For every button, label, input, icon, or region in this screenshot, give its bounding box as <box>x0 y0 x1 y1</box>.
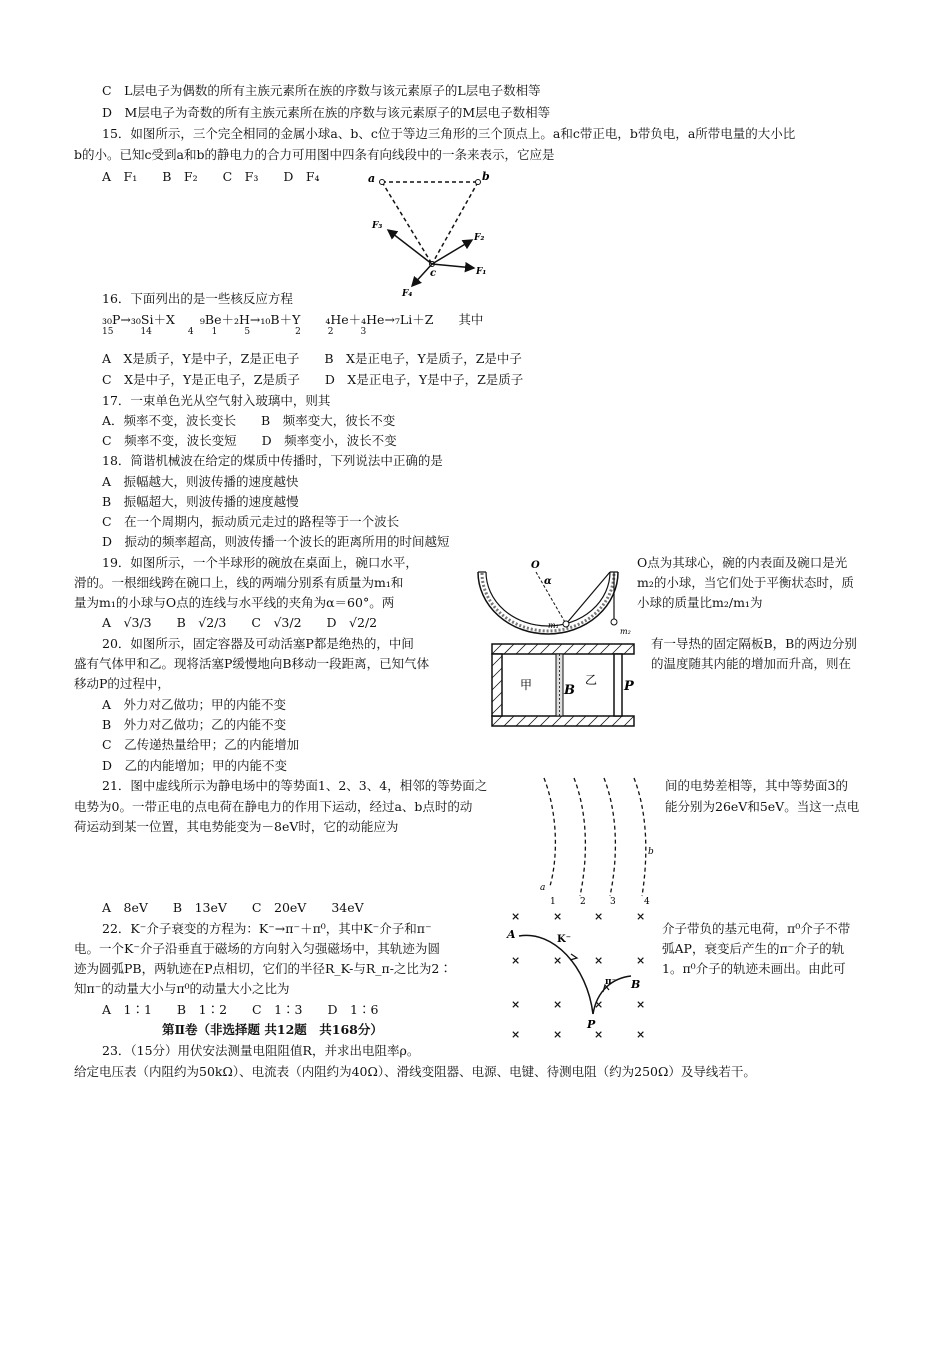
label-surface-1: 1 <box>550 897 556 907</box>
q22-stem-1-right: 介子带负的基元电荷，π⁰介子不带 <box>662 921 851 936</box>
label-p-piston: P <box>624 679 634 694</box>
q18-option-c: C 在一个周期内，振动质元走过的路程等于一个波长 <box>102 514 400 529</box>
q20-stem-1-left: 20．如图所示，固定容器及可动活塞P都是绝热的，中间 <box>102 636 414 651</box>
q21-stem-1-left: 21．图中虚线所示为静电场中的等势面1、2、3、4，相邻的等势面之 <box>102 778 488 793</box>
container-figure <box>490 642 640 728</box>
q18-stem: 18．简谐机械波在给定的煤质中传播时，下列说法中正确的是 <box>102 453 443 468</box>
q15-stem-2: b的小。已知c受到a和b的静电力的合力可用图中四条有向线段中的一条来表示，它应是 <box>74 147 555 162</box>
field-x: × <box>636 954 646 967</box>
q19-stem-1-left: 19．如图所示，一个半球形的碗放在桌面上，碗口水平， <box>102 555 418 570</box>
q15-stem-1: 15．如图所示，三个完全相同的金属小球a、b、c位于等边三角形的三个顶点上。a和c带正电，b带负电，a所带电量的大小比 <box>102 126 796 141</box>
bowl-figure <box>468 560 638 642</box>
field-x: × <box>511 954 521 967</box>
label-a: a <box>368 172 376 185</box>
q18-option-a: A 振幅越大，则波传播的速度越快 <box>102 474 299 489</box>
field-x: × <box>594 1028 604 1041</box>
field-x: × <box>511 910 521 923</box>
q20-option-a: A 外力对乙做功；甲的内能不变 <box>102 697 287 712</box>
q22-stem-2-right: 弧AP，衰变后产生的π⁻介子的轨 <box>662 941 845 956</box>
label-k-meson: K⁻ <box>557 934 571 945</box>
q21-stem-1-right: 间的电势差相等，其中等势面3的 <box>665 778 848 793</box>
q20-option-c: C 乙传递热量给甲；乙的内能增加 <box>102 737 300 752</box>
field-x: × <box>553 954 563 967</box>
field-x: × <box>553 1028 563 1041</box>
q19-stem-2-right: m₂的小球，当它们处于平衡状态时，质 <box>637 575 854 590</box>
q18-option-b: B 振幅超大，则波传播的速度越慢 <box>102 494 299 509</box>
label-alpha: α <box>544 576 552 587</box>
label-f2: F₂ <box>474 233 485 243</box>
q17-stem: 17．一束单色光从空气射入玻璃中，则其 <box>102 393 331 408</box>
field-x: × <box>553 910 563 923</box>
q16-options-cd: C X是中子，Y是正电子，Z是质子 D X是正电子，Y是中子，Z是质子 <box>102 372 524 387</box>
q22-options: A 1∶1 B 1∶2 C 1∶3 D 1∶6 <box>102 1002 379 1017</box>
label-yi: 乙 <box>585 673 598 687</box>
q14-option-c: C L层电子为偶数的所有主族元素所在族的序数与该元素原子的L层电子数相等 <box>102 83 541 98</box>
q14-option-d: D M层电子为奇数的所有主族元素所在族的序数与该元素原子的M层电子数相等 <box>102 105 551 120</box>
field-x: × <box>594 998 604 1011</box>
label-b: b <box>482 170 490 183</box>
q18-option-d: D 振动的频率超高，则波传播一个波长的距离所用的时间越短 <box>102 534 450 549</box>
q22-stem-1-left: 22．K⁻介子衰变的方程为：K⁻→π⁻＋π⁰，其中K⁻介子和π⁻ <box>102 921 432 936</box>
q20-option-d: D 乙的内能增加；甲的内能不变 <box>102 758 288 773</box>
q22-stem-3-left: 迹为圆弧PB，两轨迹在P点相切，它们的半径R_K-与R_π-之比为2∶ <box>74 961 452 976</box>
q19-options: A √3/3 B √2/3 C √3/2 D √2/2 <box>102 615 378 630</box>
q16-options-ab: A X是质子，Y是中子，Z是正电子 B X是正电子，Y是质子，Z是中子 <box>102 351 522 366</box>
label-o: O <box>531 560 540 571</box>
q21-stem-2-left: 电势为0。一带正电的点电荷在静电力的作用下运动，经过a、b点时的动 <box>74 799 473 814</box>
q21-stem-2-right: 能分别为26eV和5eV。当这一点电 <box>665 799 860 814</box>
field-x: × <box>594 910 604 923</box>
label-surface-2: 2 <box>580 897 586 907</box>
field-x: × <box>636 910 646 923</box>
q19-stem-3-left: 量为m₁的小球与O点的连线与水平线的夹角为α＝60°。两 <box>74 595 395 610</box>
q19-stem-3-right: 小球的质量比m₂/m₁为 <box>637 595 763 610</box>
label-a-point: a <box>540 883 546 893</box>
q15-options: A F₁ B F₂ C F₃ D F₄ <box>102 169 320 184</box>
q19-stem-1-right: O点为其球心，碗的内表面及碗口是光 <box>637 555 848 570</box>
q22-stem-3-right: 1。π⁰介子的轨迹未画出。由此可 <box>662 961 846 976</box>
q23-stem: 23．（15分）用伏安法测量电阻阻值R，并求出电阻率ρ。 <box>102 1043 420 1058</box>
label-jia: 甲 <box>520 678 533 692</box>
label-f4: F₄ <box>402 289 413 299</box>
q23-equipment: 给定电压表（内阻约为50kΩ）、电流表（内阻约为40Ω）、滑线变阻器、电源、电键、待测电阻（约为250Ω）及导线若干。 <box>74 1064 756 1079</box>
q20-stem-1-right: 有一导热的固定隔板B，B的两边分别 <box>651 636 857 651</box>
label-pi-meson: π⁻ <box>605 977 617 987</box>
q22-stem-4: 知π⁻的动量大小与π⁰的动量大小之比为 <box>74 981 290 996</box>
label-b-point: b <box>648 847 654 857</box>
field-x: × <box>594 954 604 967</box>
q21-stem-3: 荷运动到某一位置，其电势能变为－8eV时，它的动能应为 <box>74 819 399 834</box>
q16-atomic-numbers: 15 14 4 1 5 2 2 3 <box>102 327 367 337</box>
magnetic-field-figure <box>505 908 655 1040</box>
q16-equations: ₃₀P→₃₀Si＋X ₉Be＋₂H→₁₀B＋Y ₄He＋₄He→₇Li＋Z 其中 <box>102 312 484 327</box>
q20-stem-2-right: 的温度随其内能的增加而升高，则在 <box>651 656 852 671</box>
label-surface-4: 4 <box>644 897 650 907</box>
q19-stem-2-left: 滑的。一根细线跨在碗口上，线的两端分别系有质量为m₁和 <box>74 575 404 590</box>
label-p-track: P <box>587 1018 596 1031</box>
field-x: × <box>636 1028 646 1041</box>
field-x: × <box>511 1028 521 1041</box>
equipotential-figure <box>530 774 670 906</box>
q20-stem-2-left: 盛有气体甲和乙。现将活塞P缓慢地向B移动一段距离，已知气体 <box>74 656 430 671</box>
q17-options-ab: A．频率不变，波长变长 B 频率变大，彼长不变 <box>102 413 396 428</box>
field-x: × <box>636 998 646 1011</box>
label-m2: m₂ <box>620 627 631 636</box>
q16-stem: 16．下面列出的是一些核反应方程 <box>102 291 293 306</box>
label-b-track: B <box>631 978 641 991</box>
q20-option-b: B 外力对乙做功；乙的内能不变 <box>102 717 287 732</box>
label-c: c <box>430 268 437 279</box>
q17-options-cd: C 频率不变，波长变短 D 频率变小，波长不变 <box>102 433 397 448</box>
label-a-track: A <box>507 928 516 941</box>
field-x: × <box>553 998 563 1011</box>
label-f3: F₃ <box>372 221 383 231</box>
label-b-partition: B <box>564 683 575 698</box>
q20-stem-3: 移动P的过程中， <box>74 676 170 691</box>
q22-stem-2-left: 电。一个K⁻介子沿垂直于磁场的方向射入匀强磁场中，其轨迹为圆 <box>74 941 440 956</box>
section-2-heading: 第Ⅱ卷（非选择题 共12题 共168分） <box>162 1022 383 1037</box>
q21-options: A 8eV B 13eV C 20eV 34eV <box>102 900 364 915</box>
field-x: × <box>511 998 521 1011</box>
label-surface-3: 3 <box>610 897 616 907</box>
label-m1: m₁ <box>548 621 559 630</box>
triangle-force-figure <box>360 168 510 298</box>
label-f1: F₁ <box>476 267 487 277</box>
